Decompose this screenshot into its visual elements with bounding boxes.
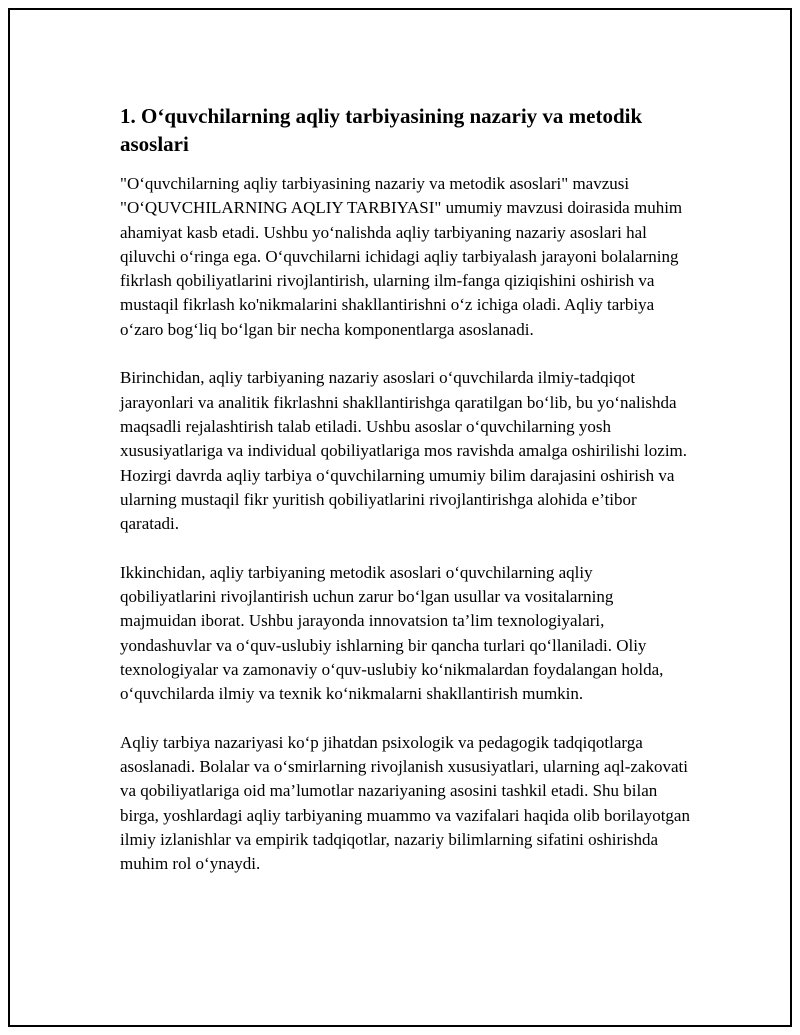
paragraph-4: Aqliy tarbiya nazariyasi ko‘p jihatdan psixologik va pedagogik tadqiqotlarga asoslanadi. Bolalar va o‘smirlarning rivojlanish xususiyatlari, ularning aql-zakovati va qobiliyatlariga oid ma’lumotlar nazariyaning asosini tashkil etadi. Shu bilan birga, yoshlardagi aqliy tarbiyaning muammo va vazifalari haqida olib borilayotgan ilmiy izlanishlar va empirik tadqiqotlar, nazariy bilimlarning sifatini oshirishda muhim rol o‘ynaydi.	[120, 732, 690, 874]
page-frame	[8, 8, 792, 1027]
paragraph-1: "O‘quvchilarning aqliy tarbiyasining nazariy va metodik asoslari" mavzusi "O‘QUVCHILARNING AQLIY TARBIYASI" umumiy mavzusi doirasida muhim ahamiyat kasb etadi. Ushbu yo‘nalishda aqliy tarbiyaning nazariy asoslari hal qiluvchi o‘ringa ega. O‘quvchilarni ichidagi aqliy tarbiyalash jarayoni bolalarning fikrlash qobiliyatlarini rivojlantirish, ularning ilm-fanga qiziqishini oshirish va mustaqil fikrlash ko'nikmalarini shakllantirishni o‘z ichiga oladi. Aqliy tarbiya o‘zaro bog‘liq bo‘lgan bir necha komponentlarga asoslanadi.	[120, 174, 683, 339]
paragraph-3: Ikkinchidan, aqliy tarbiyaning metodik asoslari o‘quvchilarning aqliy qobiliyatlarini rivojlantirish uchun zarur bo‘lgan usullar va vositalarning majmuidan iborat. Ushbu jarayonda innovatsion ta’lim texnologiyalari, yondashuvlar va o‘quv-uslubiy ishlarning bir qancha turlari qo‘llaniladi. Oliy texnologiyalar va zamonaviy o‘quv-uslubiy ko‘nikmalardan foydalangan holda, o‘quvchilarda ilmiy va texnik ko‘nikmalarni shakllantirish mumkin.	[120, 562, 664, 704]
section-heading: 1. O‘quvchilarning aqliy tarbiyasining nazariy va metodik asoslari	[120, 104, 643, 156]
document-body	[120, 102, 690, 901]
paragraph-2: Birinchidan, aqliy tarbiyaning nazariy asoslari o‘quvchilarda ilmiy-tadqiqot jarayonlari va analitik fikrlashni shakllantirishga qaratilgan bo‘lib, bu yo‘nalishda maqsadli rejalashtirish talab etiladi. Ushbu asoslar o‘quvchilarning yosh xususiyatlariga va individual qobiliyatlariga mos ravishda amalga oshirilishi lozim. Hozirgi davrda aqliy tarbiya o‘quvchilarning umumiy bilim darajasini oshirish va ularning mustaqil fikr yuritish qobiliyatlarini rivojlantirishga alohida e’tibor qaratadi.	[120, 368, 688, 534]
